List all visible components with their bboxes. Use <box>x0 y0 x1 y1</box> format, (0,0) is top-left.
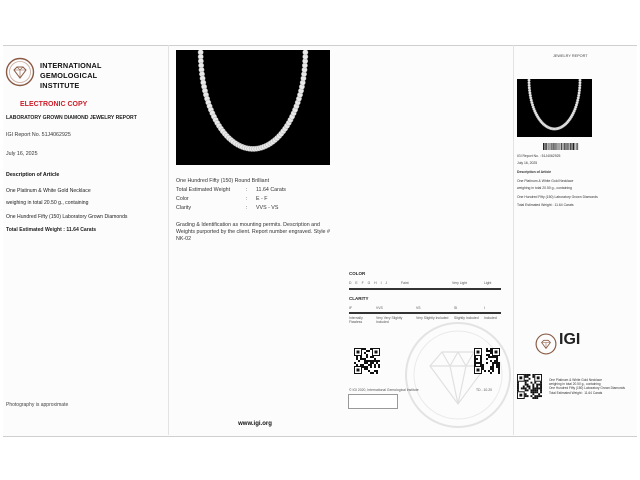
divider <box>168 45 169 435</box>
mini-summary-line: Total Estimated Weight : 11.64 Carats <box>549 390 603 395</box>
legal-notice: © IGI 2020, International Gemological Institute <box>349 388 419 392</box>
diamond-stone <box>528 81 531 84</box>
color-scale-word: Very Light <box>452 281 468 285</box>
diamond-stone <box>578 89 581 92</box>
grading-comments: Grading & Identification as mounting permits. Description and Weights purported by the client. Report number engraved. Style # NK-02 <box>176 222 330 242</box>
color-scale-word: Faint <box>401 281 409 285</box>
clarity-word: Slightly Included <box>454 316 479 320</box>
report-type: LABORATORY GROWN DIAMOND JEWELRY REPORT <box>6 115 137 121</box>
necklace-thumbnail <box>517 79 592 137</box>
mini-summary-line: weighing in total 20.50 g., containing <box>549 382 601 387</box>
diamond-stone <box>579 79 582 82</box>
grading-key: Color <box>176 196 189 202</box>
color-scale-title: COLOR <box>349 271 366 276</box>
clarity-code: IF <box>349 306 353 310</box>
igi-logo-icon <box>535 333 557 355</box>
description-line: One Hundred Fifty (150) Laboratory Grown Diamonds <box>517 195 598 199</box>
clarity-code: I <box>484 306 485 310</box>
diamond-stone <box>578 87 581 90</box>
report-date: July 16, 2025 <box>517 161 538 165</box>
diamond-stone <box>528 87 531 90</box>
diamond-stone <box>528 89 531 92</box>
clarity-code: VVS <box>376 306 383 310</box>
report-date: July 16, 2025 <box>6 151 38 157</box>
clarity-code: VS <box>416 306 421 310</box>
barcode-icon <box>543 143 579 150</box>
page-reference: TD - 10.20 <box>476 388 493 392</box>
clarity-code: SI <box>454 306 458 310</box>
description-line: One Hundred Fifty (150) Laboratory Grown Diamonds <box>6 214 128 220</box>
clarity-word: Internally Flawless <box>349 316 363 324</box>
description-heading: Description of Article <box>6 172 60 178</box>
electronic-copy-label: ELECTRONIC COPY <box>20 101 88 108</box>
website-link[interactable]: www.igi.org <box>238 421 272 427</box>
igi-seal-icon <box>5 57 35 87</box>
photo-note: Photography is approximate <box>6 402 69 408</box>
grading-row: Color : E - F <box>176 196 268 202</box>
grading-row: Clarity : VVS - VS <box>176 205 279 211</box>
diamond-stone <box>528 79 531 82</box>
mini-summary-line: One Platinum & White Gold Necklace <box>549 378 602 382</box>
description-line: weighing in total 20.50 g., containing <box>6 200 89 206</box>
total-weight-line: Total Estimated Weight : 11.64 Carats <box>6 227 97 233</box>
institute-name-line: INTERNATIONAL <box>40 61 102 70</box>
diamond-stone <box>578 92 581 95</box>
institute-name <box>40 61 102 91</box>
grading-value: VVS - VS <box>256 205 279 211</box>
diamond-stone <box>578 84 581 87</box>
diamond-stone <box>303 50 308 55</box>
qr-code-icon[interactable] <box>517 374 542 399</box>
color-scale-letters: D E F G H I J <box>349 281 389 285</box>
qr-code-icon[interactable] <box>474 348 500 374</box>
report-number: IGI Report No. : 51J4062925 <box>517 154 561 158</box>
color-scale-bar <box>349 288 501 290</box>
grading-key: Clarity <box>176 205 192 211</box>
grading-row: Total Estimated Weight : 11.64 Carats <box>176 187 286 193</box>
grading-title: One Hundred Fifty (150) Round Brilliant <box>176 178 270 184</box>
qr-code-icon[interactable] <box>354 348 380 374</box>
igi-logo-text: IGI <box>559 331 581 348</box>
color-scale-word: Light <box>484 281 492 285</box>
mini-summary <box>549 378 625 395</box>
institute-name-line: GEMOLOGICAL <box>40 71 98 80</box>
report-number: IGI Report No. 51J4062925 <box>6 132 71 138</box>
clarity-scale-bar <box>349 312 501 314</box>
clarity-scale-title: CLARITY <box>349 296 369 301</box>
diamond-stone <box>579 81 582 84</box>
mini-summary-line: One Hundred Fifty (150) Laboratory Grown Diamonds <box>549 386 626 391</box>
clarity-word: Included <box>484 316 497 320</box>
diamond-stone <box>528 84 531 87</box>
grading-key: Total Estimated Weight <box>176 187 231 193</box>
institute-name-line: INSTITUTE <box>40 81 80 90</box>
jewelry-report-label: JEWELRY REPORT <box>553 54 588 58</box>
description-line: One Platinum & White Gold Necklace <box>517 179 574 183</box>
description-heading: Description of Article <box>517 170 552 174</box>
total-weight-line: Total Estimated Weight : 11.64 Carats <box>517 203 574 207</box>
grading-value: E - F <box>256 196 268 202</box>
grading-value: 11.64 Carats <box>256 187 286 193</box>
necklace-photo <box>176 50 330 165</box>
barcode-icon <box>348 394 398 409</box>
description-line: One Platinum & White Gold Necklace <box>6 188 91 194</box>
description-line: weighing in total 20.50 g., containing <box>517 186 572 190</box>
clarity-word: Very Slightly Included <box>416 316 449 320</box>
clarity-word: Very Very Slightly Included <box>376 316 403 324</box>
